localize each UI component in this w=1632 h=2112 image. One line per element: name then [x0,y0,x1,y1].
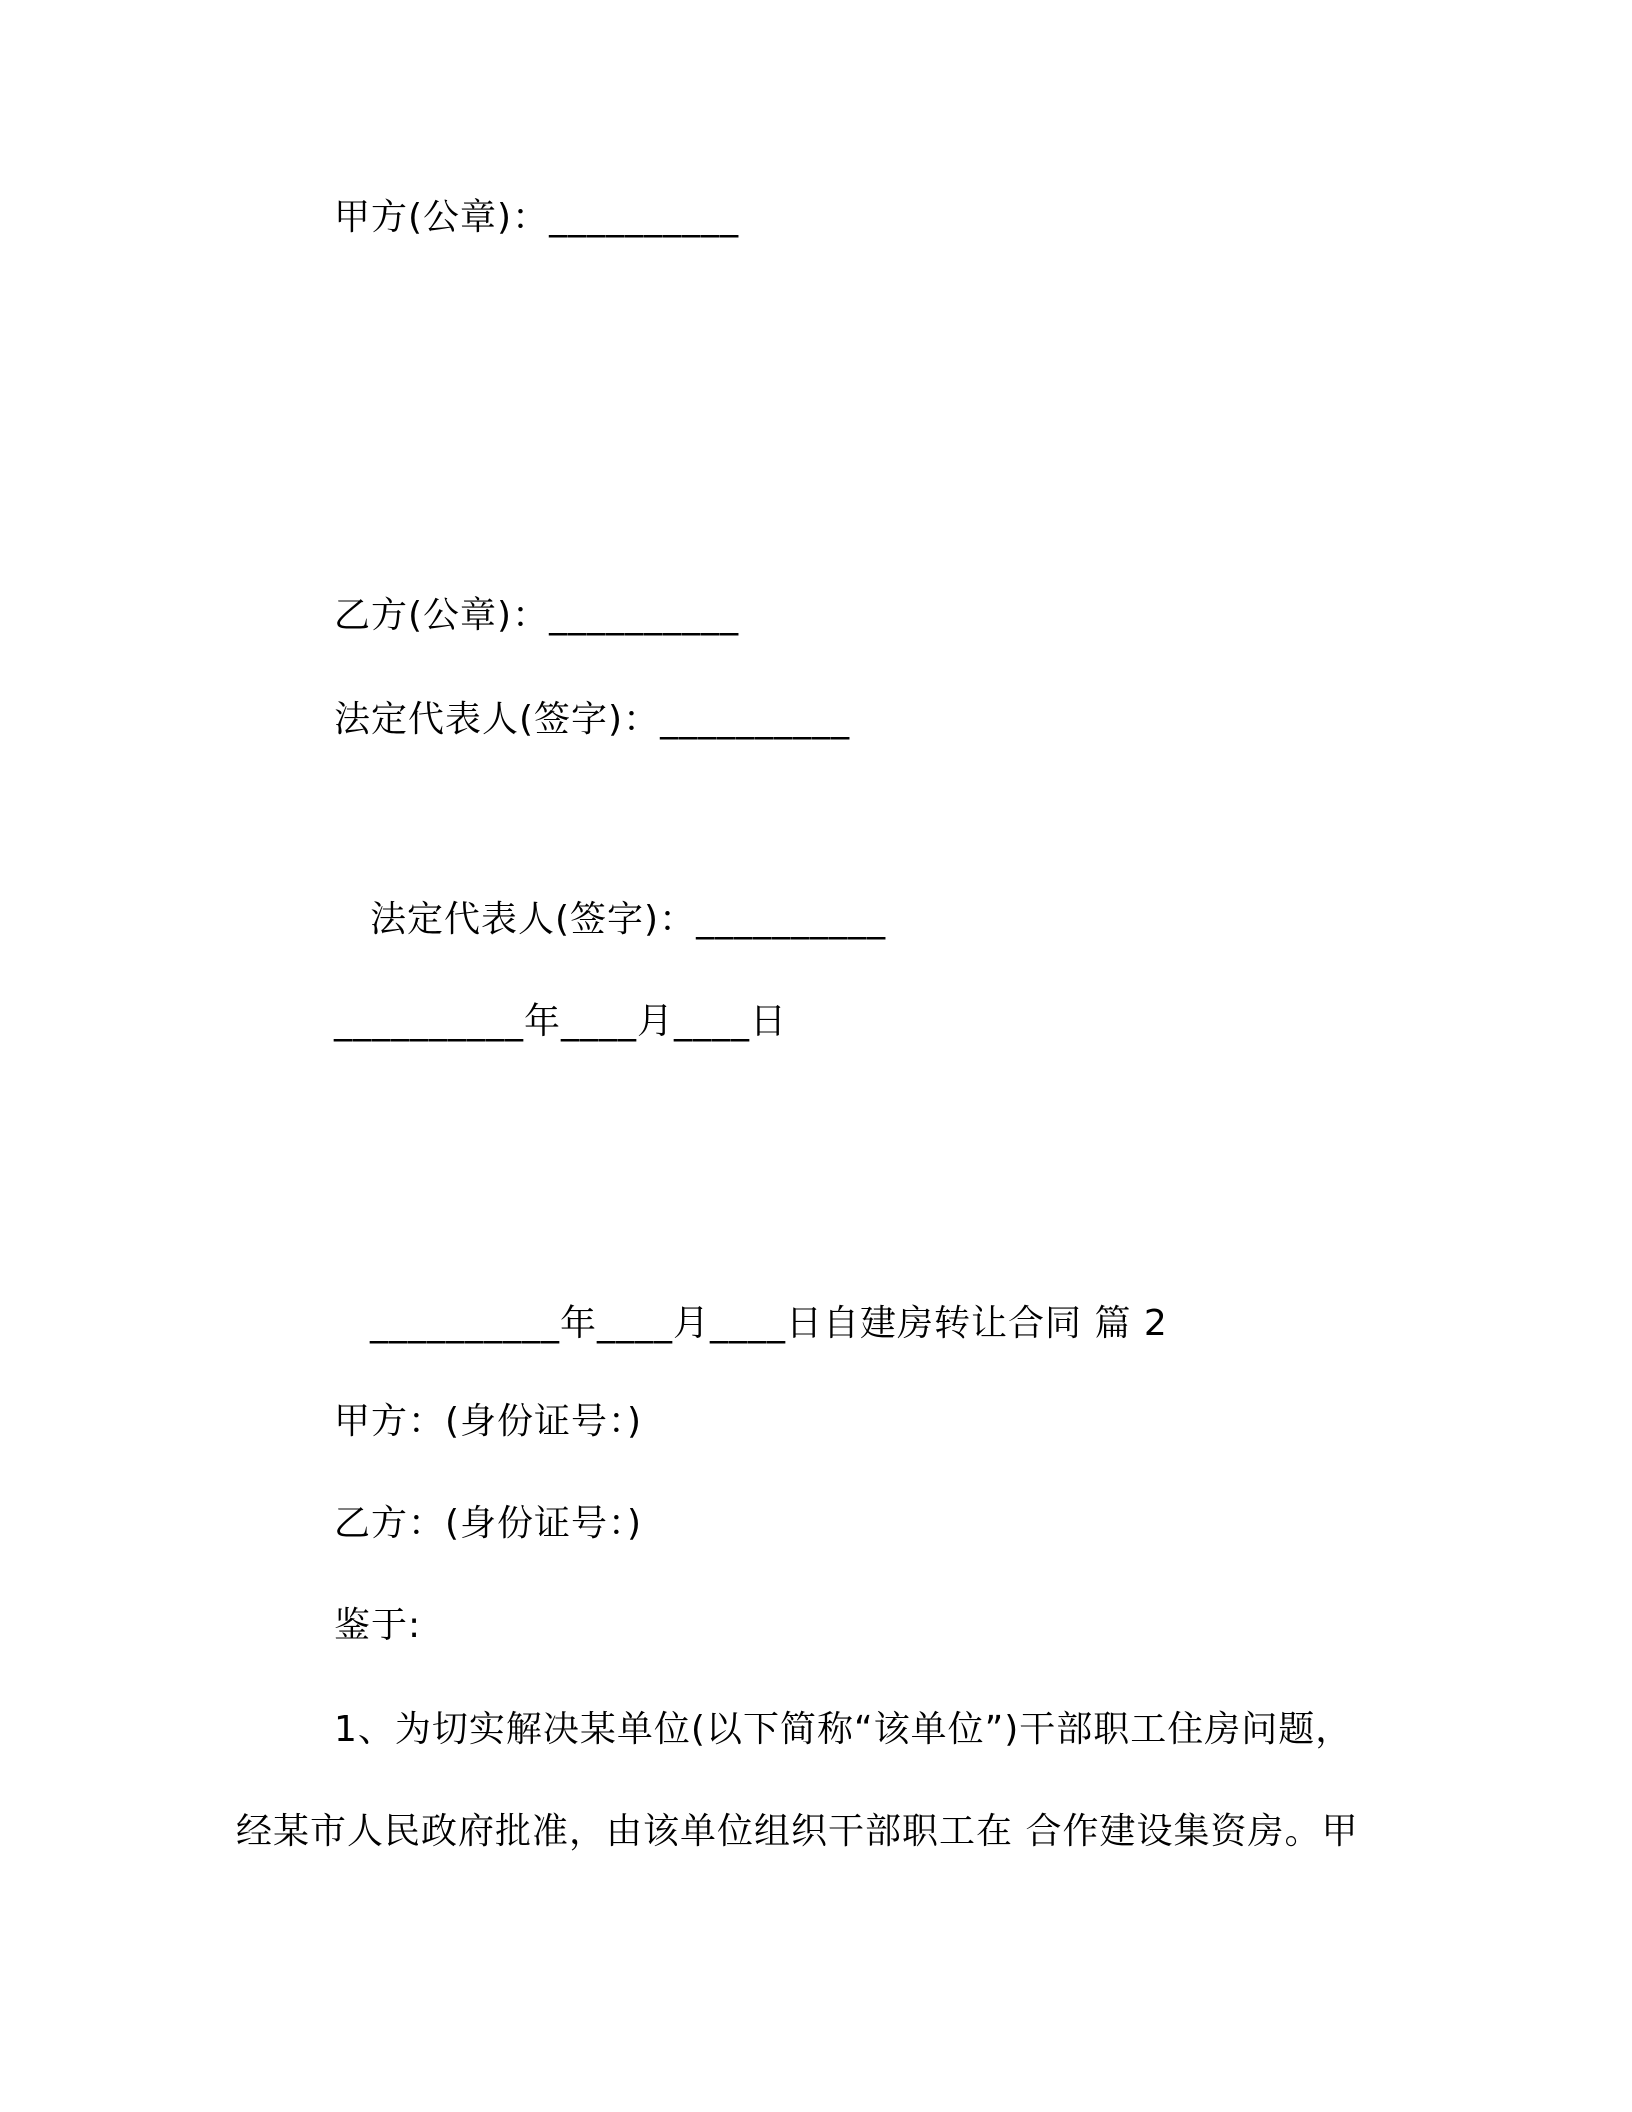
whereas-line: 鉴于: [334,1605,422,1646]
party-b-id-line: 乙方：(身份证号：) [334,1503,643,1544]
date-line: __________年____月____日 [334,1001,787,1042]
paragraph-1-line-2: 经某市人民政府批准，由该单位组织干部职工在 合作建设集资房。甲 [236,1811,1359,1852]
legal-representative-line: 法定代表人(签字)：__________ [334,699,851,740]
party-a-seal-line: 甲方(公章)：__________ [334,197,740,238]
contract-title-line: __________年____月____日自建房转让合同 篇 2 [370,1303,1168,1344]
legal-representative-line-2: 法定代表人(签字)：__________ [370,899,887,940]
party-b-seal-line: 乙方(公章)：__________ [334,595,740,636]
paragraph-1-line-1: 1、为切实解决某单位(以下简称“该单位”)干部职工住房问题， [334,1709,1353,1750]
party-a-id-line: 甲方：(身份证号：) [334,1401,643,1442]
